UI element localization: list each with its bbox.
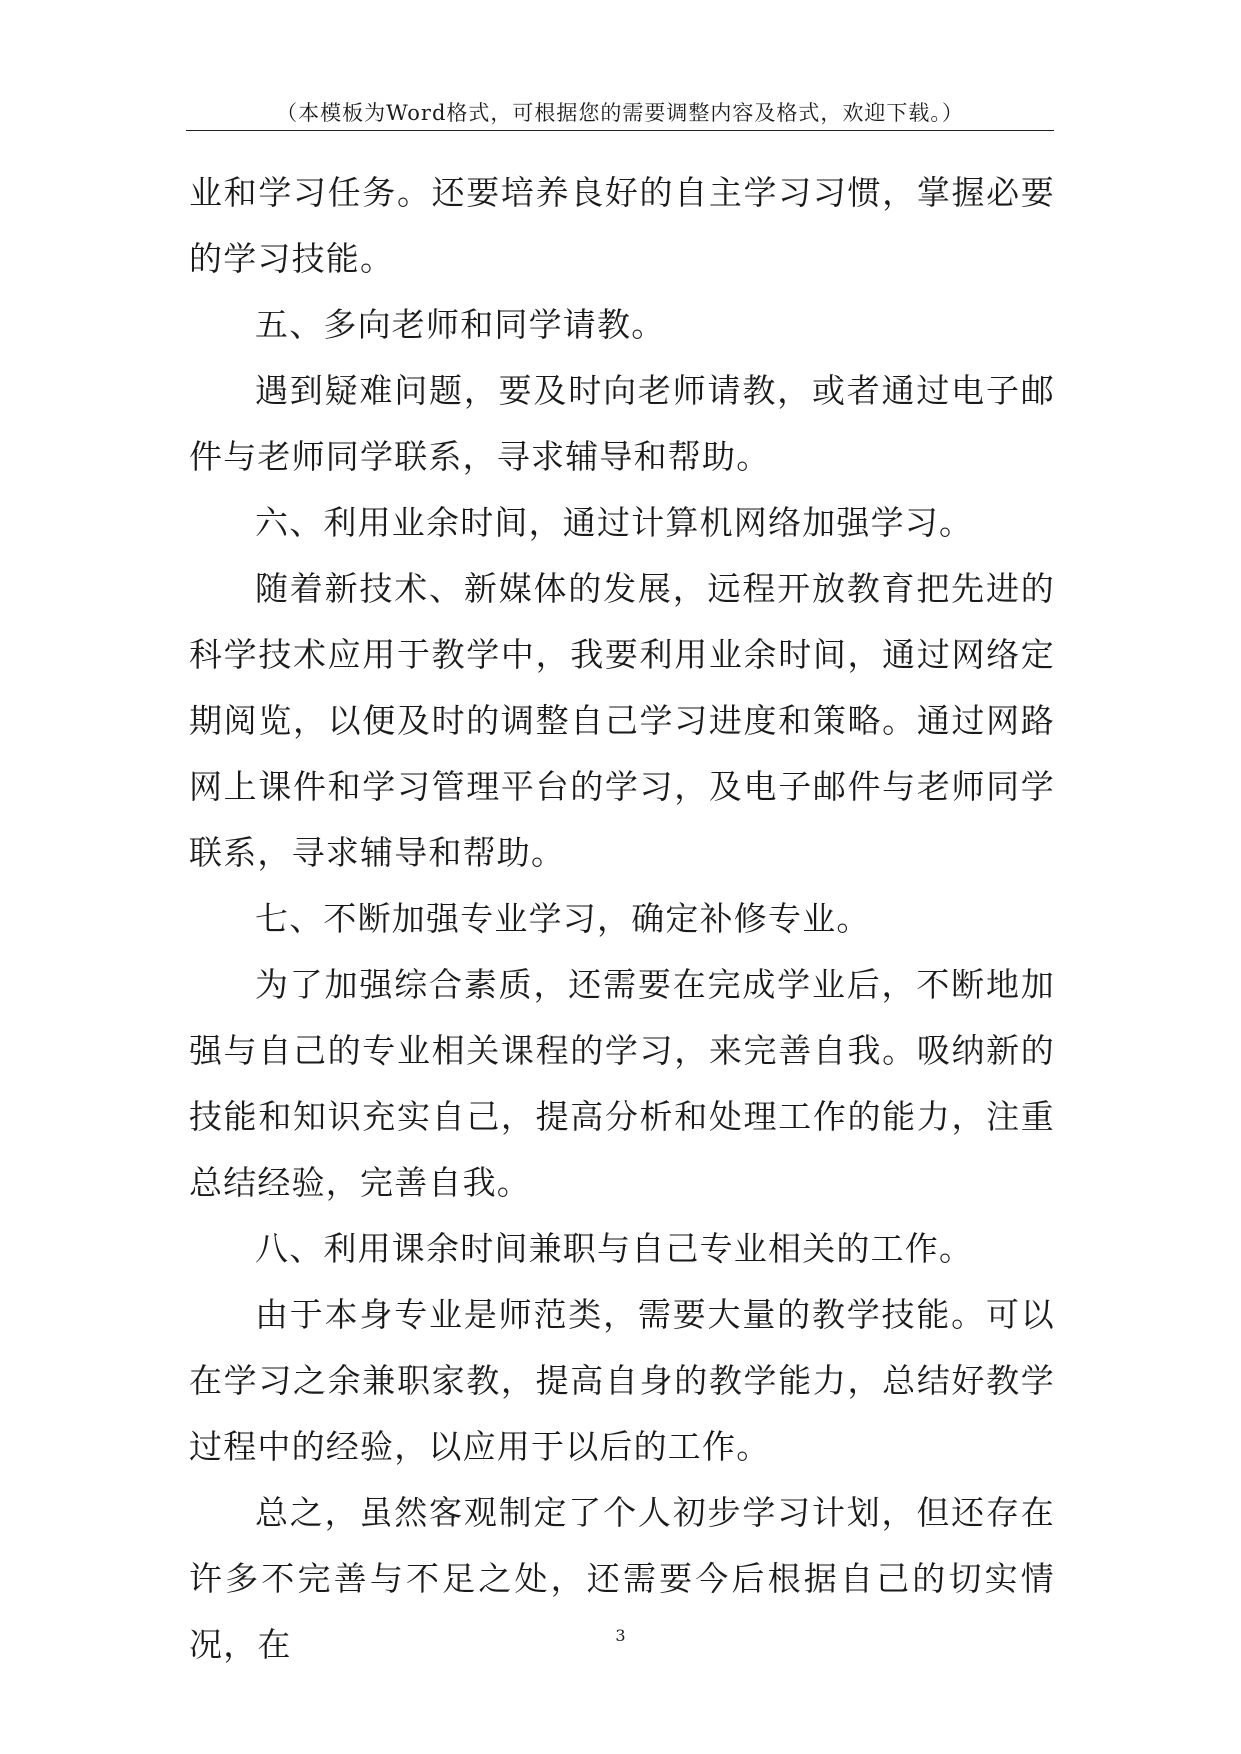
header-divider [186, 130, 1054, 131]
section-heading-6: 六、利用业余时间，通过计算机网络加强学习。 [255, 503, 974, 542]
section-heading-5: 五、多向老师和同学请教。 [255, 305, 666, 344]
section-heading-7: 七、不断加强专业学习，确定补修专业。 [255, 899, 871, 938]
paragraph-conclusion: 总之，虽然客观制定了个人初步学习计划，但还存在许多不完善与不足之处，还需要今后根据自己的切实情况，在 [189, 1493, 1055, 1664]
page-number: 3 [615, 1626, 626, 1645]
paragraph: 遇到疑难问题，要及时向老师请教，或者通过电子邮件与老师同学联系，寻求辅导和帮助。 [189, 371, 1055, 476]
paragraph: 由于本身专业是师范类，需要大量的教学技能。可以在学习之余兼职家教，提高自身的教学能力，总结好教学过程中的经验，以应用于以后的工作。 [189, 1295, 1055, 1466]
paragraph: 为了加强综合素质，还需要在完成学业后，不断地加强与自己的专业相关课程的学习，来完善自我。吸纳新的技能和知识充实自己，提高分析和处理工作的能力，注重总结经验，完善自我。 [189, 965, 1055, 1202]
template-header-note: （本模板为Word格式，可根据您的需要调整内容及格式，欢迎下载。） [276, 101, 964, 125]
paragraph-continuation: 业和学习任务。还要培养良好的自主学习习惯，掌握必要的学习技能。 [189, 173, 1055, 278]
section-heading-8: 八、利用课余时间兼职与自己专业相关的工作。 [255, 1229, 974, 1268]
document-body [189, 160, 1055, 1678]
paragraph: 随着新技术、新媒体的发展，远程开放教育把先进的科学技术应用于教学中，我要利用业余时间，通过网络定期阅览，以便及时的调整自己学习进度和策略。通过网路网上课件和学习管理平台的学习，及电子邮件与老师同学联系，寻求辅导和帮助。 [189, 569, 1055, 872]
